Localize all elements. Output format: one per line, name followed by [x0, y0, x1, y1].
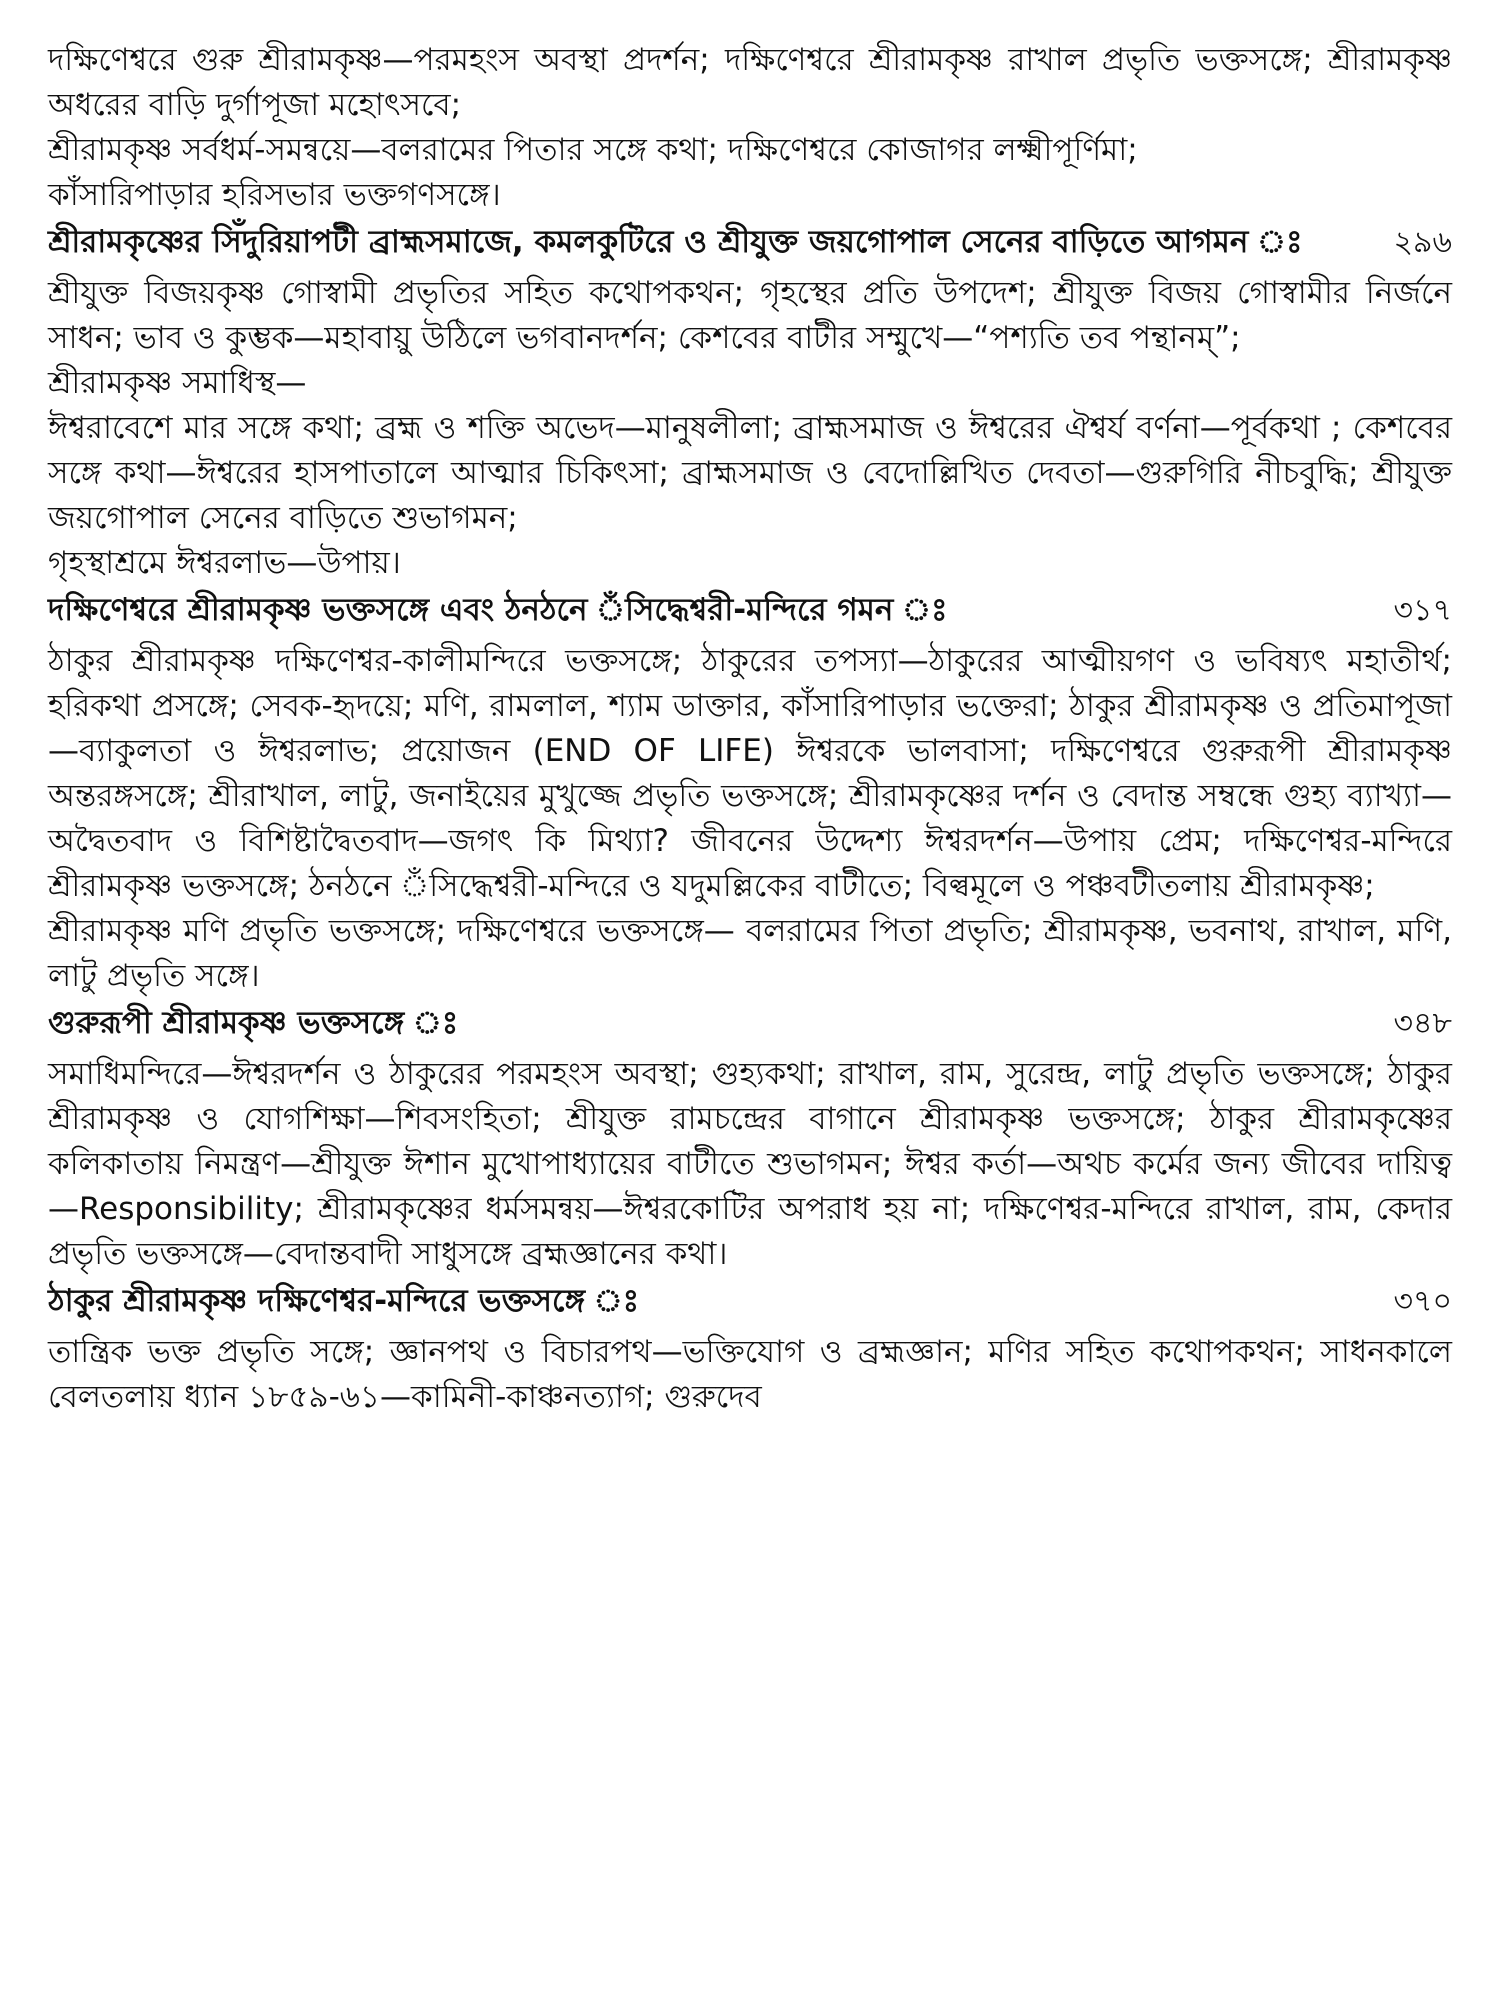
entry-text: গৃহস্থাশ্রমে ঈশ্বরলাভ—উপায়।	[48, 545, 401, 581]
entry-text: সমাধিমন্দিরে—ঈশ্বরদর্শন ও ঠাকুরের পরমহংস অবস্থা; গুহ্যকথা; রাখাল, রাম, সুরেন্দ্র, লাটু প্রভৃতি ভক্তসঙ্গে; ঠাকুর শ্রীরামকৃষ্ণ ও যোগশিক্ষা—শিবসংহিতা; শ্রীযুক্ত রামচন্দ্রের বাগানে শ্রীরামকৃষ্ণ ভক্তসঙ্গে; ঠাকুর শ্রীরামকৃষ্ণের কলিকাতায় নিমন্ত্রণ—শ্রীযুক্ত ঈশান মুখোপাধ্যায়ের বাটীতে শুভাগমন; ঈশ্বর কর্তা—অথচ কর্মের জন্য জীবের দায়িত্ব—Responsibility; শ্রীরামকৃষ্ণের ধর্মসমন্বয়—ঈশ্বরকোটির অপরাধ হয় না; দক্ষিণেশ্বর-মন্দিরে রাখাল, রাম, কেদার প্রভৃতি ভক্তসঙ্গে—বেদান্তবাদী সাধুসঙ্গে ব্রহ্মজ্ঞানের কথা।	[48, 1056, 1452, 1272]
page-number: ৩৭০	[1393, 1284, 1452, 1319]
entry-text: শ্রীযুক্ত বিজয়কৃষ্ণ গোস্বামী প্রভৃতির সহিত কথোপকথন; গৃহস্থের প্রতি উপদেশ; শ্রীযুক্ত বিজয় গোস্বামীর নির্জনে সাধন; ভাব ও কুম্ভক—মহাবায়ু উঠিলে ভগবানদর্শন; কেশবের বাটীর সম্মুখে—“পশ্যতি তব পন্থানম্”;	[48, 275, 1452, 356]
entry-text: শ্রীরামকৃষ্ণ মণি প্রভৃতি ভক্তসঙ্গে; দক্ষিণেশ্বরে ভক্তসঙ্গে— বলরামের পিতা প্রভৃতি; শ্রীরামকৃষ্ণ, ভবনাথ, রাখাল, মণি, লাটু প্রভৃতি সঙ্গে।	[48, 913, 1452, 994]
entry-text: শ্রীরামকৃষ্ণ সমাধিস্থ—	[48, 365, 307, 401]
entry-text: ঠাকুর শ্রীরামকৃষ্ণ দক্ষিণেশ্বর-কালীমন্দিরে ভক্তসঙ্গে; ঠাকুরের তপস্যা—ঠাকুরের আত্মীয়গণ ও ভবিষ্যৎ মহাতীর্থ; হরিকথা প্রসঙ্গে; সেবক-হৃদয়ে; মণি, রামলাল, শ্যাম ডাক্তার, কাঁসারিপাড়ার ভক্তেরা; ঠাকুর শ্রীরামকৃষ্ণ ও প্রতিমাপূজা—ব্যাকুলতা ও ঈশ্বরলাভ; প্রয়োজন (END OF LIFE) ঈশ্বরকে ভালবাসা; দক্ষিণেশ্বরে গুরুরূপী শ্রীরামকৃষ্ণ অন্তরঙ্গসঙ্গে; শ্রীরাখাল, লাটু, জনাইয়ের মুখুজ্জে প্রভৃতি ভক্তসঙ্গে; শ্রীরামকৃষ্ণের দর্শন ও বেদান্ত সম্বন্ধে গুহ্য ব্যাখ্যা— অদ্বৈতবাদ ও বিশিষ্টাদ্বৈতবাদ—জগৎ কি মিথ্যা? জীবনের উদ্দেশ্য ঈশ্বরদর্শন—উপায় প্রেম; দক্ষিণেশ্বর-মন্দিরে শ্রীরামকৃষ্ণ ভক্তসঙ্গে; ঠনঠনে ঁসিদ্ধেশ্বরী-মন্দিরে ও যদুমল্লিকের বাটীতে; বিল্বমূলে ও পঞ্চবটীতলায় শ্রীরামকৃষ্ণ;	[48, 643, 1452, 904]
entry-text: কাঁসারিপাড়ার হরিসভার ভক্তগণসঙ্গে।	[48, 177, 501, 213]
section-heading	[48, 220, 1452, 265]
page-number: ২৯৬	[1393, 225, 1452, 260]
section-title: গুরুরূপী শ্রীরামকৃষ্ণ ভক্তসঙ্গে ঃ	[48, 1005, 459, 1041]
section-heading	[48, 1279, 1452, 1324]
page-number: ৩৪৮	[1393, 1006, 1452, 1041]
section-title: ঠাকুর শ্রীরামকৃষ্ণ দক্ষিণেশ্বর-মন্দিরে ভক্তসঙ্গে ঃ	[48, 1283, 640, 1319]
section-heading	[48, 1001, 1452, 1046]
section-title: দক্ষিণেশ্বরে শ্রীরামকৃষ্ণ ভক্তসঙ্গে এবং ঠনঠনে ঁসিদ্ধেশ্বরী-মন্দিরে গমন ঃ	[48, 592, 948, 628]
section-title: শ্রীরামকৃষ্ণের সিঁদুরিয়াপটী ব্রাহ্মসমাজে, কমলকুটিরে ও শ্রীযুক্ত জয়গোপাল সেনের বাড়িতে আগমন ঃ	[48, 224, 1303, 260]
page-number: ৩১৭	[1393, 593, 1452, 628]
section-heading	[48, 588, 1452, 633]
entry-text: ঈশ্বরাবেশে মার সঙ্গে কথা; ব্রহ্ম ও শক্তি অভেদ—মানুষলীলা; ব্রাহ্মসমাজ ও ঈশ্বরের ঐশ্বর্য বর্ণনা—পূর্বকথা ; কেশবের সঙ্গে কথা—ঈশ্বরের হাসপাতালে আত্মার চিকিৎসা; ব্রাহ্মসমাজ ও বেদোল্লিখিত দেবতা—গুরুগিরি নীচবুদ্ধি; শ্রীযুক্ত জয়গোপাল সেনের বাড়িতে শুভাগমন;	[48, 410, 1452, 536]
entry-text: দক্ষিণেশ্বরে গুরু শ্রীরামকৃষ্ণ—পরমহংস অবস্থা প্রদর্শন; দক্ষিণেশ্বরে শ্রীরামকৃষ্ণ রাখাল প্রভৃতি ভক্তসঙ্গে; শ্রীরামকৃষ্ণ অধরের বাড়ি দুর্গাপূজা মহোৎসবে;	[48, 42, 1452, 123]
entry-text: শ্রীরামকৃষ্ণ সর্বধর্ম-সমন্বয়ে—বলরামের পিতার সঙ্গে কথা; দক্ষিণেশ্বরে কোজাগর লক্ষ্মীপূর্ণিমা;	[48, 132, 1138, 168]
entry-text: তান্ত্রিক ভক্ত প্রভৃতি সঙ্গে; জ্ঞানপথ ও বিচারপথ—ভক্তিযোগ ও ব্রহ্মজ্ঞান; মণির সহিত কথোপকথন; সাধনকালে বেলতলায় ধ্যান ১৮৫৯-৬১—কামিনী-কাঞ্চনত্যাগ; গুরুদেব	[48, 1334, 1452, 1415]
